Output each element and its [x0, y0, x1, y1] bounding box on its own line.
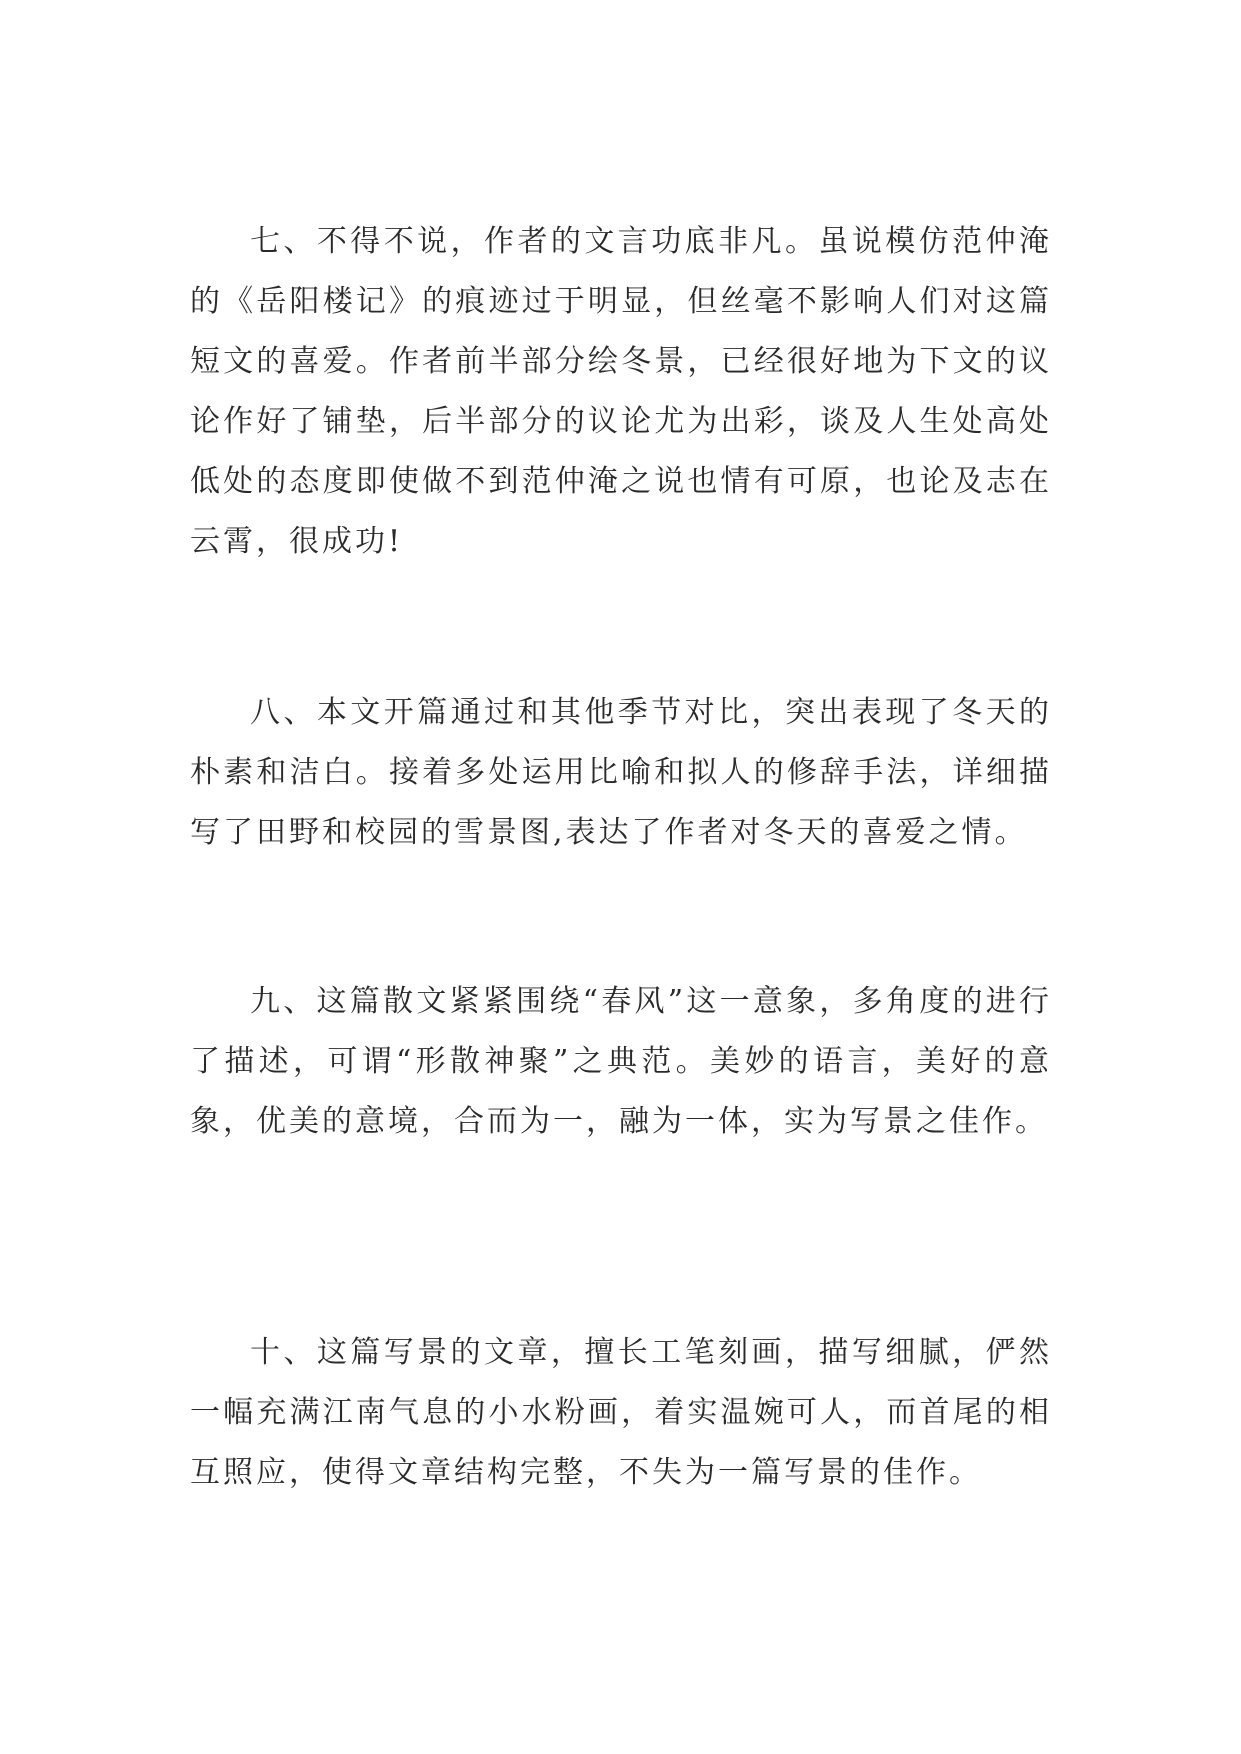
paragraph-10: 十、这篇写景的文章，擅长工笔刻画，描写细腻，俨然一幅充满江南气息的小水粉画，着实温婉可人，而首尾的相互照应，使得文章结构完整，不失为一篇写景的佳作。 [190, 1335, 1052, 1490]
paragraph-9: 九、这篇散文紧紧围绕“春风”这一意象，多角度的进行了描述，可谓“形散神聚”之典范。美妙的语言，美好的意象，优美的意境，合而为一，融为一体，实为写景之佳作。 [190, 984, 1052, 1139]
paragraph-8: 八、本文开篇通过和其他季节对比，突出表现了冬天的朴素和洁白。接着多处运用比喻和拟人的修辞手法，详细描写了田野和校园的雪景图,表达了作者对冬天的喜爱之情。 [190, 695, 1052, 850]
paragraph-7: 七、不得不说，作者的文言功底非凡。虽说模仿范仲淹的《岳阳楼记》的痕迹过于明显，但丝毫不影响人们对这篇短文的喜爱。作者前半部分绘冬景，已经很好地为下文的议论作好了铺垫，后半部分的议论尤为出彩，谈及人生处高处低处的态度即使做不到范仲淹之说也情有可原，也论及志在云霄，很成功! [190, 224, 1052, 559]
